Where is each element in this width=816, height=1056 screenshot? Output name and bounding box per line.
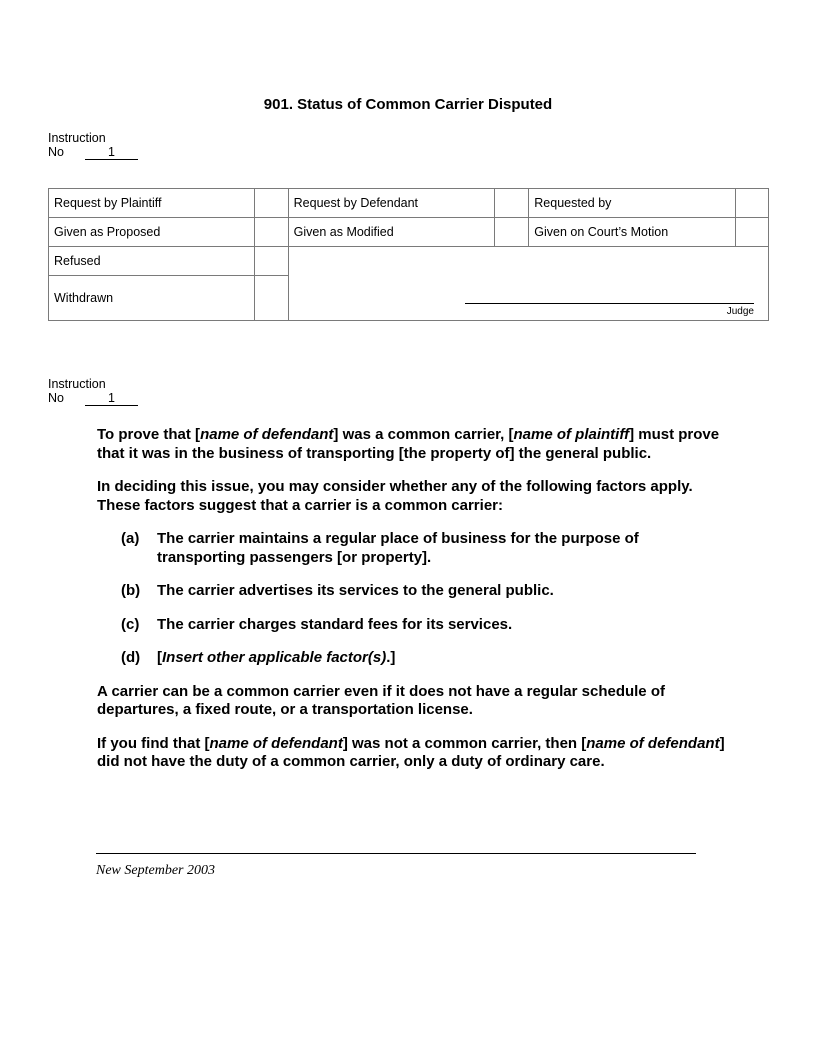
- p1-text-1: To prove that [: [97, 426, 201, 443]
- factor-item: [121, 582, 727, 601]
- request-by-plaintiff-checkbox[interactable]: [254, 189, 288, 218]
- factor-label: (b): [121, 582, 141, 599]
- p4-text-2: ] was not a common carrier, then [: [342, 734, 587, 752]
- instruction-body: [97, 426, 727, 787]
- judge-signature-area: [288, 247, 768, 321]
- p4-text-1: If you find that [: [97, 734, 210, 752]
- footer-revision-note: New September 2003: [96, 863, 215, 878]
- factor-label: (c): [121, 615, 140, 633]
- p1-text-2: ] was a common carrier, [: [333, 426, 514, 443]
- paragraph-factors-intro: In deciding this issue, you may consider whether any of the following factors apply. These factors suggest that a carrier is a common carrier:: [97, 478, 693, 514]
- factor-item: [121, 616, 727, 635]
- requested-by-label: Requested by: [529, 189, 736, 218]
- requested-by-checkbox[interactable]: [736, 189, 769, 218]
- p1-placeholder-defendant: name of defendant: [200, 426, 334, 443]
- withdrawn-label: Withdrawn: [49, 276, 255, 321]
- factor-d-placeholder: Insert other applicable factor(s): [162, 649, 387, 666]
- p4-placeholder-defendant-2: name of defendant: [586, 734, 720, 752]
- instruction-number: 1: [85, 146, 138, 160]
- paragraph-ordinary-care: [97, 735, 727, 772]
- given-as-proposed-checkbox[interactable]: [254, 218, 288, 247]
- factor-d-open: [: [157, 649, 162, 666]
- factor-label: (d): [121, 649, 141, 666]
- given-as-modified-checkbox[interactable]: [495, 218, 529, 247]
- given-as-modified-label: Given as Modified: [288, 218, 495, 247]
- instruction-number-2: 1: [85, 392, 138, 406]
- p4-text-3: ] did not have the duty of a common carrier, only a duty of ordinary care.: [97, 734, 725, 770]
- instruction-no-label: No: [48, 145, 64, 159]
- factor-text: The carrier maintains a regular place of business for the purpose of transporting passengers [or property].: [157, 530, 639, 566]
- paragraph-burden-of-proof: [97, 426, 727, 463]
- factor-item: [121, 530, 727, 567]
- factor-text: [157, 649, 727, 668]
- judge-signature-line[interactable]: [465, 303, 754, 304]
- instruction-label-2: Instruction: [48, 377, 106, 391]
- instruction-no-row-2: [48, 391, 138, 406]
- p1-text-3: ] must prove that it was in the business of transporting [the property of] the general public.: [97, 426, 720, 462]
- instruction-number-block: [48, 131, 138, 160]
- request-by-plaintiff-label: Request by Plaintiff: [49, 189, 255, 218]
- disposition-form-table: [48, 188, 769, 321]
- footer-divider: [96, 853, 696, 854]
- instruction-label: Instruction: [48, 131, 106, 145]
- refused-checkbox[interactable]: [254, 247, 288, 276]
- factor-text: The carrier charges standard fees for its services.: [157, 615, 513, 633]
- factor-item: [121, 649, 727, 668]
- instruction-no-row: [48, 145, 138, 160]
- factor-label: (a): [121, 530, 140, 547]
- p1-placeholder-plaintiff: name of plaintiff: [513, 426, 630, 443]
- instruction-number-block-2: [48, 377, 138, 406]
- paragraph-schedule-note: A carrier can be a common carrier even if it does not have a regular schedule of departures, a fixed route, or a transportation license.: [97, 682, 665, 718]
- refused-label: Refused: [49, 247, 255, 276]
- instruction-no-label-2: No: [48, 391, 64, 405]
- judge-label: Judge: [726, 306, 754, 317]
- page-title: 901. Status of Common Carrier Disputed: [263, 96, 553, 113]
- factor-text: The carrier advertises its services to the general public.: [157, 582, 554, 599]
- request-by-defendant-label: Request by Defendant: [288, 189, 495, 218]
- p4-placeholder-defendant-1: name of defendant: [209, 734, 343, 752]
- factor-d-close: .]: [386, 649, 396, 666]
- withdrawn-checkbox[interactable]: [254, 276, 288, 321]
- given-as-proposed-label: Given as Proposed: [49, 218, 255, 247]
- request-by-defendant-checkbox[interactable]: [495, 189, 529, 218]
- given-on-courts-motion-checkbox[interactable]: [736, 218, 769, 247]
- given-on-courts-motion-label: Given on Court’s Motion: [529, 218, 736, 247]
